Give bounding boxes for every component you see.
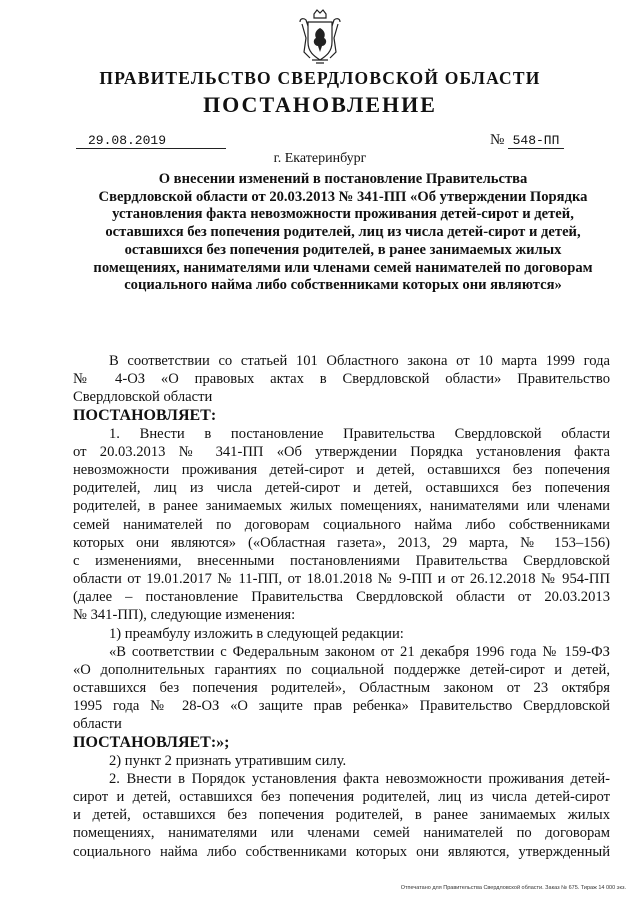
- title-line: оставшихся без попечения родителей, в ранее занимаемых жилых: [124, 241, 562, 258]
- body-line: оставшихся без попечения родителей», Областным законом от 23 октября: [73, 680, 610, 697]
- body-line: области от 19.01.2017 № 11-ПП, от 18.01.2018 № 9-ПП и от 26.12.2018 № 954-ПП: [73, 571, 610, 588]
- body-line: 1995 года № 28-ОЗ «О защите прав ребенка» Правительство Свердловской: [73, 698, 610, 715]
- title-line: оставшихся без попечения родителей, лиц из числа детей-сирот и детей,: [105, 224, 581, 241]
- title-line: О внесении изменений в постановление Правительства: [158, 171, 528, 187]
- body-line: 2. Внести в Порядок установления факта невозможности проживания детей-: [109, 770, 610, 787]
- body-line: родителей, в ранее занимаемых жилых помещениях, нанимателями или членами: [73, 498, 610, 515]
- body-line: социального найма либо собственниками которых они являются, утвержденный: [73, 843, 610, 860]
- number-label: №: [490, 132, 505, 148]
- body-line: 1. Внести в постановление Правительства Свердловской области: [109, 425, 610, 442]
- title-line: установления факта невозможности проживания детей-сирот и детей,: [112, 206, 574, 223]
- coat-of-arms-icon: [296, 8, 344, 66]
- body-line: «В соответствии с Федеральным законом от 21 декабря 1996 года № 159-ФЗ: [109, 643, 610, 660]
- title-line: социального найма либо собственниками которых они являются»: [124, 277, 562, 294]
- body-line: (далее – постановление Правительства Свердловской области от 20.03.2013: [73, 589, 610, 606]
- body-line: В соответствии со статьей 101 Областного закона от 10 марта 1999 года: [109, 353, 610, 369]
- body-line: 2) пункт 2 признать утратившим силу.: [109, 752, 347, 769]
- document-number: 548-ПП: [508, 133, 564, 149]
- body-line: области: [73, 716, 122, 733]
- body-line: № 4-ОЗ «О правовых актах в Свердловской области» Правительство: [73, 371, 610, 388]
- body-line: и детей, оставшихся без попечения родителей, в ранее занимаемых жилых: [73, 807, 610, 824]
- resolution-heading: ПОСТАНОВЛЯЕТ:»;: [73, 733, 230, 751]
- print-footer: Отпечатано для Правительства Свердловской области. Заказ № 675. Тираж 14 000 экз.: [400, 885, 626, 891]
- body-line: от 20.03.2013 № 341-ПП «Об утверждении Порядка установления факта: [73, 443, 610, 460]
- document-title: [78, 171, 608, 295]
- body-line: с изменениями, внесенными постановлениями Правительства Свердловской: [73, 552, 610, 569]
- body-line: семей нанимателей по договорам социального найма либо собственниками: [73, 516, 610, 533]
- body-line: помещениях, нанимателями или членами семей нанимателей по договорам: [73, 825, 610, 842]
- body-line: Свердловской области: [73, 389, 213, 406]
- title-line: помещениях, нанимателями или членами семей нанимателей по договорам: [93, 259, 593, 276]
- resolution-heading: ПОСТАНОВЛЯЕТ:: [73, 406, 217, 424]
- body-line: родителей, лиц из числа детей-сирот и детей, оставшихся без попечения: [73, 480, 610, 497]
- document-body: [73, 352, 610, 861]
- title-line: Свердловской области от 20.03.2013 № 341-ПП «Об утверждении Порядка: [98, 188, 588, 205]
- body-line: которых они являются» («Областная газета», 2013, 29 марта, № 153–156): [73, 534, 610, 551]
- document-date: 29.08.2019: [76, 133, 226, 149]
- document-type: ПОСТАНОВЛЕНИЕ: [203, 92, 437, 117]
- city: г. Екатеринбург: [273, 151, 367, 166]
- body-line: 1) преамбулу изложить в следующей редакции:: [109, 625, 404, 642]
- body-line: невозможности проживания детей-сирот и детей, оставшихся без попечения: [73, 462, 610, 479]
- body-line: № 341-ПП), следующие изменения:: [73, 607, 296, 624]
- body-line: сирот и детей, оставшихся без попечения родителей, лиц из числа детей-сирот: [73, 789, 610, 806]
- government-name: ПРАВИТЕЛЬСТВО СВЕРДЛОВСКОЙ ОБЛАСТИ: [99, 68, 541, 88]
- body-line: «О дополнительных гарантиях по социальной поддержке детей-сирот и детей,: [73, 661, 610, 678]
